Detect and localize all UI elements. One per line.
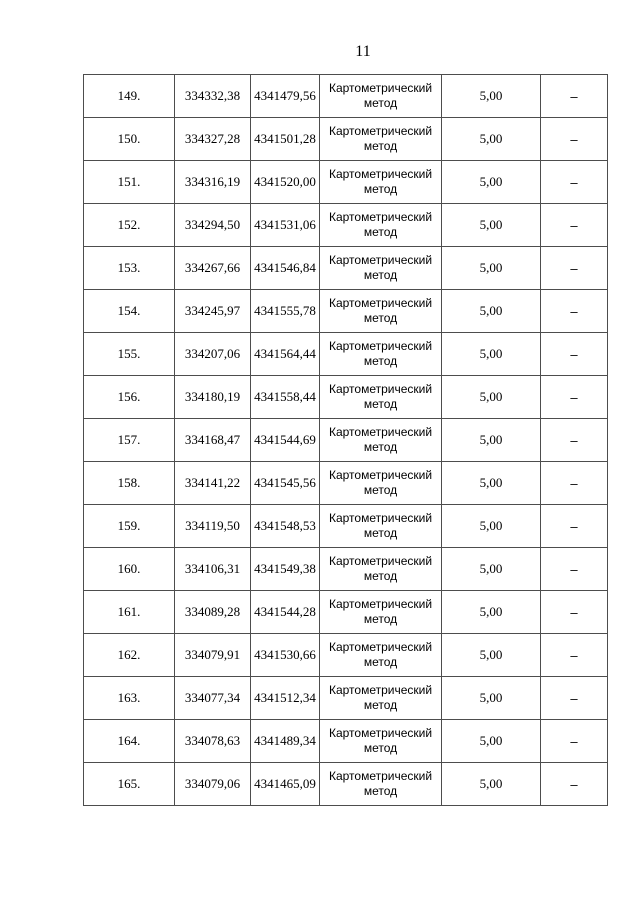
method-line-1: Картометрический — [328, 124, 433, 138]
method-line-2: метод — [363, 182, 398, 196]
x-coordinate-cell: 334168,47 — [175, 419, 251, 462]
note-cell: – — [541, 247, 608, 290]
accuracy-cell: 5,00 — [442, 161, 541, 204]
accuracy-cell: 5,00 — [442, 720, 541, 763]
note-cell: – — [541, 376, 608, 419]
x-coordinate-cell: 334180,19 — [175, 376, 251, 419]
page-number: 11 — [355, 43, 371, 60]
method-line-2: метод — [363, 268, 398, 282]
x-coordinate-cell: 334267,66 — [175, 247, 251, 290]
x-coordinate-cell: 334316,19 — [175, 161, 251, 204]
point-number-cell: 160. — [84, 548, 175, 591]
point-number-cell: 150. — [84, 118, 175, 161]
y-coordinate-cell: 4341501,28 — [251, 118, 320, 161]
method-cell — [320, 333, 442, 376]
x-coordinate-cell: 334079,91 — [175, 634, 251, 677]
table-row — [84, 290, 608, 333]
table-row — [84, 505, 608, 548]
note-cell: – — [541, 161, 608, 204]
note-cell: – — [541, 290, 608, 333]
accuracy-cell: 5,00 — [442, 677, 541, 720]
method-line-2: метод — [363, 741, 398, 755]
x-coordinate-cell: 334141,22 — [175, 462, 251, 505]
x-coordinate-cell: 334077,34 — [175, 677, 251, 720]
point-number-cell: 149. — [84, 75, 175, 118]
table-row — [84, 75, 608, 118]
y-coordinate-cell: 4341555,78 — [251, 290, 320, 333]
y-coordinate-cell: 4341489,34 — [251, 720, 320, 763]
accuracy-cell: 5,00 — [442, 75, 541, 118]
method-cell — [320, 118, 442, 161]
method-cell — [320, 247, 442, 290]
accuracy-cell: 5,00 — [442, 505, 541, 548]
point-number-cell: 155. — [84, 333, 175, 376]
note-cell: – — [541, 763, 608, 806]
table-row — [84, 161, 608, 204]
table-row — [84, 204, 608, 247]
method-cell — [320, 419, 442, 462]
method-line-2: метод — [363, 526, 398, 540]
table-row — [84, 462, 608, 505]
table-row — [84, 634, 608, 677]
method-cell — [320, 677, 442, 720]
method-line-2: метод — [363, 440, 398, 454]
note-cell: – — [541, 419, 608, 462]
method-line-2: метод — [363, 483, 398, 497]
table-row — [84, 763, 608, 806]
table-row — [84, 376, 608, 419]
y-coordinate-cell: 4341530,66 — [251, 634, 320, 677]
method-line-1: Картометрический — [328, 597, 433, 611]
table-row — [84, 720, 608, 763]
method-line-1: Картометрический — [328, 253, 433, 267]
table-body — [84, 75, 608, 806]
accuracy-cell: 5,00 — [442, 204, 541, 247]
table-row — [84, 591, 608, 634]
method-line-1: Картометрический — [328, 726, 433, 740]
y-coordinate-cell: 4341544,69 — [251, 419, 320, 462]
note-cell: – — [541, 333, 608, 376]
method-line-2: метод — [363, 311, 398, 325]
note-cell: – — [541, 720, 608, 763]
method-cell — [320, 462, 442, 505]
method-line-1: Картометрический — [328, 339, 433, 353]
method-cell — [320, 376, 442, 419]
y-coordinate-cell: 4341545,56 — [251, 462, 320, 505]
table-row — [84, 677, 608, 720]
method-line-2: метод — [363, 655, 398, 669]
accuracy-cell: 5,00 — [442, 376, 541, 419]
point-number-cell: 151. — [84, 161, 175, 204]
method-cell — [320, 505, 442, 548]
method-line-1: Картометрический — [328, 769, 433, 783]
table-row — [84, 247, 608, 290]
method-line-2: метод — [363, 225, 398, 239]
method-cell — [320, 290, 442, 333]
x-coordinate-cell: 334119,50 — [175, 505, 251, 548]
y-coordinate-cell: 4341465,09 — [251, 763, 320, 806]
table-row — [84, 118, 608, 161]
note-cell: – — [541, 462, 608, 505]
point-number-cell: 152. — [84, 204, 175, 247]
point-number-cell: 153. — [84, 247, 175, 290]
y-coordinate-cell: 4341549,38 — [251, 548, 320, 591]
point-number-cell: 165. — [84, 763, 175, 806]
y-coordinate-cell: 4341531,06 — [251, 204, 320, 247]
method-line-2: метод — [363, 612, 398, 626]
x-coordinate-cell: 334078,63 — [175, 720, 251, 763]
method-line-1: Картометрический — [328, 425, 433, 439]
note-cell: – — [541, 505, 608, 548]
point-number-cell: 161. — [84, 591, 175, 634]
method-line-1: Картометрический — [328, 81, 433, 95]
point-number-cell: 156. — [84, 376, 175, 419]
point-number-cell: 157. — [84, 419, 175, 462]
method-line-2: метод — [363, 354, 398, 368]
method-cell — [320, 634, 442, 677]
note-cell: – — [541, 677, 608, 720]
method-line-2: метод — [363, 96, 398, 110]
coordinates-table-wrapper — [83, 74, 608, 806]
accuracy-cell: 5,00 — [442, 548, 541, 591]
method-line-1: Картометрический — [328, 640, 433, 654]
y-coordinate-cell: 4341520,00 — [251, 161, 320, 204]
accuracy-cell: 5,00 — [442, 118, 541, 161]
method-line-2: метод — [363, 784, 398, 798]
method-line-1: Картометрический — [328, 210, 433, 224]
note-cell: – — [541, 75, 608, 118]
y-coordinate-cell: 4341544,28 — [251, 591, 320, 634]
accuracy-cell: 5,00 — [442, 634, 541, 677]
method-line-1: Картометрический — [328, 382, 433, 396]
note-cell: – — [541, 634, 608, 677]
table-row — [84, 548, 608, 591]
method-cell — [320, 204, 442, 247]
y-coordinate-cell: 4341479,56 — [251, 75, 320, 118]
method-cell — [320, 763, 442, 806]
x-coordinate-cell: 334245,97 — [175, 290, 251, 333]
note-cell: – — [541, 204, 608, 247]
accuracy-cell: 5,00 — [442, 333, 541, 376]
method-line-1: Картометрический — [328, 468, 433, 482]
table-row — [84, 419, 608, 462]
method-line-2: метод — [363, 139, 398, 153]
y-coordinate-cell: 4341512,34 — [251, 677, 320, 720]
accuracy-cell: 5,00 — [442, 462, 541, 505]
accuracy-cell: 5,00 — [442, 290, 541, 333]
method-cell — [320, 161, 442, 204]
method-line-2: метод — [363, 698, 398, 712]
point-number-cell: 164. — [84, 720, 175, 763]
method-cell — [320, 720, 442, 763]
method-cell — [320, 75, 442, 118]
method-line-1: Картометрический — [328, 554, 433, 568]
method-line-1: Картометрический — [328, 167, 433, 181]
point-number-cell: 158. — [84, 462, 175, 505]
method-line-2: метод — [363, 397, 398, 411]
coordinates-table — [83, 74, 608, 806]
x-coordinate-cell: 334327,28 — [175, 118, 251, 161]
method-cell — [320, 548, 442, 591]
method-cell — [320, 591, 442, 634]
point-number-cell: 159. — [84, 505, 175, 548]
x-coordinate-cell: 334079,06 — [175, 763, 251, 806]
y-coordinate-cell: 4341546,84 — [251, 247, 320, 290]
x-coordinate-cell: 334106,31 — [175, 548, 251, 591]
y-coordinate-cell: 4341564,44 — [251, 333, 320, 376]
accuracy-cell: 5,00 — [442, 763, 541, 806]
x-coordinate-cell: 334089,28 — [175, 591, 251, 634]
x-coordinate-cell: 334207,06 — [175, 333, 251, 376]
point-number-cell: 163. — [84, 677, 175, 720]
table-row — [84, 333, 608, 376]
y-coordinate-cell: 4341558,44 — [251, 376, 320, 419]
x-coordinate-cell: 334294,50 — [175, 204, 251, 247]
accuracy-cell: 5,00 — [442, 591, 541, 634]
method-line-2: метод — [363, 569, 398, 583]
x-coordinate-cell: 334332,38 — [175, 75, 251, 118]
method-line-1: Картометрический — [328, 683, 433, 697]
point-number-cell: 154. — [84, 290, 175, 333]
accuracy-cell: 5,00 — [442, 419, 541, 462]
method-line-1: Картометрический — [328, 511, 433, 525]
note-cell: – — [541, 118, 608, 161]
y-coordinate-cell: 4341548,53 — [251, 505, 320, 548]
accuracy-cell: 5,00 — [442, 247, 541, 290]
note-cell: – — [541, 591, 608, 634]
note-cell: – — [541, 548, 608, 591]
point-number-cell: 162. — [84, 634, 175, 677]
method-line-1: Картометрический — [328, 296, 433, 310]
